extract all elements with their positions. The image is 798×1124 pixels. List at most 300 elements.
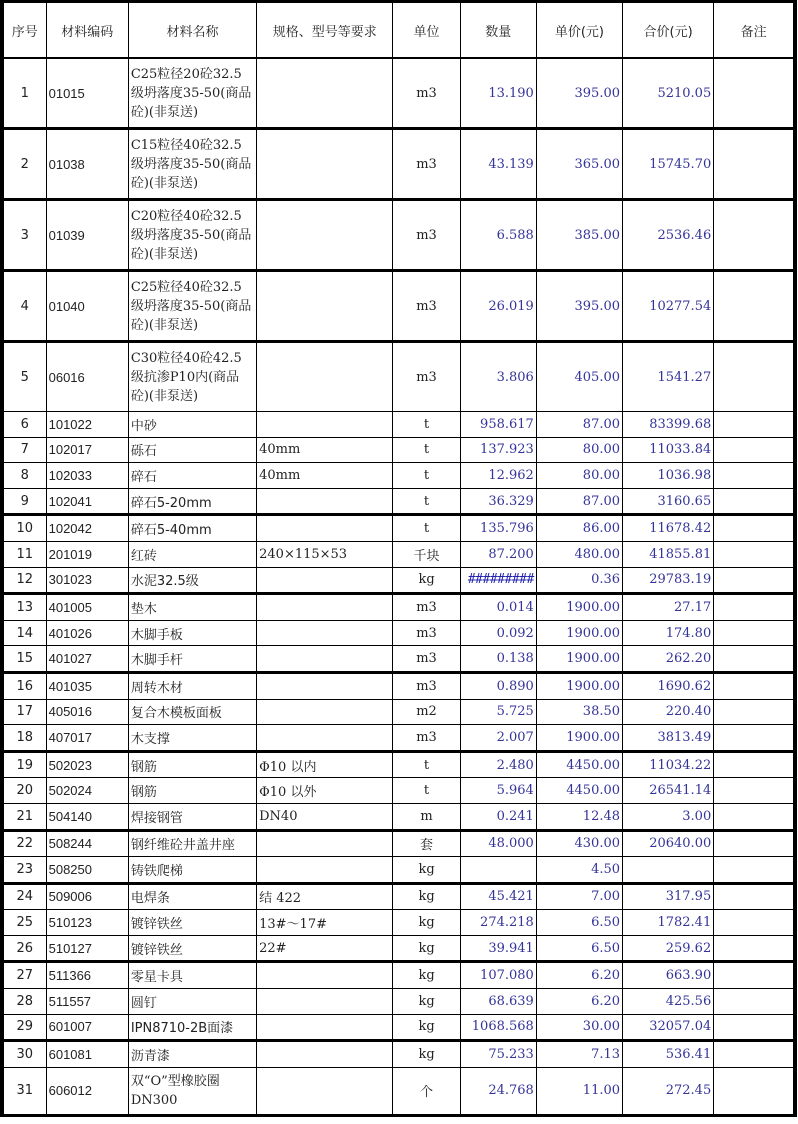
row-total[interactable]: 2536.46 — [623, 200, 714, 271]
row-seq[interactable]: 5 — [2, 342, 46, 412]
table-row — [2, 594, 795, 621]
row-spec[interactable] — [257, 58, 393, 129]
row-price[interactable]: 4.50 — [536, 857, 622, 884]
row-spec[interactable] — [257, 1014, 393, 1041]
row-code[interactable]: 102042 — [46, 515, 128, 542]
row-name[interactable]: 零星卡具 — [128, 962, 256, 989]
row-qty[interactable]: 0.890 — [460, 672, 536, 699]
row-spec[interactable]: Φ10 以外 — [257, 778, 393, 804]
row-name[interactable]: 中砂 — [128, 412, 256, 438]
table-row — [2, 463, 795, 489]
row-price[interactable]: 6.20 — [536, 962, 622, 989]
row-price[interactable]: 6.20 — [536, 989, 622, 1015]
row-total[interactable]: 29783.19 — [623, 567, 714, 594]
row-code[interactable]: 511366 — [46, 962, 128, 989]
row-note[interactable] — [714, 883, 795, 910]
row-total[interactable]: 11034.22 — [623, 751, 714, 778]
row-note[interactable] — [714, 1067, 795, 1115]
row-seq[interactable]: 6 — [2, 412, 46, 438]
row-spec[interactable] — [257, 646, 393, 673]
row-spec[interactable] — [257, 567, 393, 594]
row-total[interactable]: 3160.65 — [623, 488, 714, 515]
row-unit[interactable]: kg — [393, 1041, 460, 1068]
row-code[interactable]: 601007 — [46, 1014, 128, 1041]
row-code[interactable]: 510123 — [46, 910, 128, 936]
row-total[interactable]: 1782.41 — [623, 910, 714, 936]
row-seq[interactable]: 11 — [2, 541, 46, 567]
row-seq[interactable]: 9 — [2, 488, 46, 515]
row-qty[interactable]: 45.421 — [460, 883, 536, 910]
row-qty[interactable]: 13.190 — [460, 58, 536, 129]
row-price[interactable]: 4450.00 — [536, 778, 622, 804]
row-total[interactable]: 10277.54 — [623, 271, 714, 342]
row-unit[interactable]: 个 — [393, 1067, 460, 1115]
row-unit[interactable]: t — [393, 778, 460, 804]
row-price[interactable]: 4450.00 — [536, 751, 622, 778]
row-unit[interactable]: 套 — [393, 830, 460, 857]
row-price[interactable]: 30.00 — [536, 1014, 622, 1041]
row-unit[interactable]: t — [393, 751, 460, 778]
row-note[interactable] — [714, 699, 795, 725]
row-spec[interactable]: DN40 — [257, 803, 393, 830]
row-code[interactable]: 510127 — [46, 935, 128, 962]
row-code[interactable]: 502023 — [46, 751, 128, 778]
row-total[interactable]: 1541.27 — [623, 342, 714, 412]
row-unit[interactable]: m3 — [393, 725, 460, 752]
row-total[interactable]: 174.80 — [623, 620, 714, 646]
row-name[interactable]: 碎石 — [128, 463, 256, 489]
row-name[interactable]: 镀锌铁丝 — [128, 935, 256, 962]
row-unit[interactable]: t — [393, 488, 460, 515]
row-code[interactable]: 401027 — [46, 646, 128, 673]
row-note[interactable] — [714, 989, 795, 1015]
row-total[interactable]: 11033.84 — [623, 437, 714, 463]
row-qty[interactable]: 39.941 — [460, 935, 536, 962]
row-qty[interactable]: 107.080 — [460, 962, 536, 989]
table-row — [2, 962, 795, 989]
row-seq[interactable]: 4 — [2, 271, 46, 342]
row-seq[interactable]: 7 — [2, 437, 46, 463]
row-price[interactable]: 7.13 — [536, 1041, 622, 1068]
row-name[interactable]: 钢筋 — [128, 751, 256, 778]
row-name[interactable]: C20粒径40砼32.5级坍落度35-50(商品砼)(非泵送) — [128, 200, 256, 271]
row-spec[interactable] — [257, 200, 393, 271]
table-row — [2, 342, 795, 412]
row-name[interactable]: 镀锌铁丝 — [128, 910, 256, 936]
row-price[interactable]: 38.50 — [536, 699, 622, 725]
row-name[interactable]: 红砖 — [128, 541, 256, 567]
row-name[interactable]: 沥青漆 — [128, 1041, 256, 1068]
row-note[interactable] — [714, 725, 795, 752]
row-total[interactable]: 425.56 — [623, 989, 714, 1015]
row-total[interactable]: 3.00 — [623, 803, 714, 830]
row-seq[interactable]: 12 — [2, 567, 46, 594]
row-spec[interactable]: 13#～17# — [257, 910, 393, 936]
row-note[interactable] — [714, 412, 795, 438]
row-unit[interactable]: m3 — [393, 200, 460, 271]
row-seq[interactable]: 18 — [2, 725, 46, 752]
row-spec[interactable] — [257, 672, 393, 699]
row-qty[interactable]: 6.588 — [460, 200, 536, 271]
row-price[interactable]: 12.48 — [536, 803, 622, 830]
row-unit[interactable]: kg — [393, 910, 460, 936]
row-code[interactable]: 401026 — [46, 620, 128, 646]
row-qty[interactable]: 1068.568 — [460, 1014, 536, 1041]
row-name[interactable]: 木脚手板 — [128, 620, 256, 646]
row-code[interactable]: 06016 — [46, 342, 128, 412]
row-total[interactable]: 20640.00 — [623, 830, 714, 857]
row-spec[interactable]: 22# — [257, 935, 393, 962]
row-unit[interactable]: t — [393, 463, 460, 489]
row-name[interactable]: 周转木材 — [128, 672, 256, 699]
row-qty[interactable]: 137.923 — [460, 437, 536, 463]
row-spec[interactable] — [257, 342, 393, 412]
row-note[interactable] — [714, 342, 795, 412]
row-seq[interactable]: 26 — [2, 935, 46, 962]
row-total[interactable]: 262.20 — [623, 646, 714, 673]
row-seq[interactable]: 2 — [2, 129, 46, 200]
row-seq[interactable]: 15 — [2, 646, 46, 673]
row-total[interactable]: 1690.62 — [623, 672, 714, 699]
row-qty[interactable]: 2.480 — [460, 751, 536, 778]
row-note[interactable] — [714, 129, 795, 200]
row-total[interactable]: 317.95 — [623, 883, 714, 910]
row-name[interactable]: 垫木 — [128, 594, 256, 621]
row-unit[interactable]: m — [393, 803, 460, 830]
row-name[interactable]: 钢纤维砼井盖井座 — [128, 830, 256, 857]
row-total[interactable]: 1036.98 — [623, 463, 714, 489]
table-row — [2, 1014, 795, 1041]
row-price[interactable]: 11.00 — [536, 1067, 622, 1115]
table-row — [2, 200, 795, 271]
row-note[interactable] — [714, 1014, 795, 1041]
row-qty[interactable]: 36.329 — [460, 488, 536, 515]
row-price[interactable]: 7.00 — [536, 883, 622, 910]
row-note[interactable] — [714, 488, 795, 515]
row-unit[interactable]: m3 — [393, 58, 460, 129]
row-unit[interactable]: kg — [393, 883, 460, 910]
row-seq[interactable]: 20 — [2, 778, 46, 804]
row-note[interactable] — [714, 620, 795, 646]
row-code[interactable]: 102033 — [46, 463, 128, 489]
row-seq[interactable]: 23 — [2, 857, 46, 884]
row-code[interactable]: 301023 — [46, 567, 128, 594]
row-spec[interactable] — [257, 989, 393, 1015]
row-name[interactable]: C30粒径40砼42.5级抗渗P10内(商品砼)(非泵送) — [128, 342, 256, 412]
row-note[interactable] — [714, 594, 795, 621]
row-seq[interactable]: 1 — [2, 58, 46, 129]
row-unit[interactable]: 千块 — [393, 541, 460, 567]
table-row — [2, 515, 795, 542]
row-qty[interactable]: 5.725 — [460, 699, 536, 725]
row-qty[interactable]: 3.806 — [460, 342, 536, 412]
row-total[interactable]: 5210.05 — [623, 58, 714, 129]
row-spec[interactable] — [257, 515, 393, 542]
row-total[interactable]: 41855.81 — [623, 541, 714, 567]
row-name[interactable]: 双“O”型橡胶圈DN300 — [128, 1067, 256, 1115]
header-total: 合价(元) — [623, 2, 714, 59]
row-spec[interactable] — [257, 830, 393, 857]
row-name[interactable]: 焊接钢管 — [128, 803, 256, 830]
row-price[interactable]: 1900.00 — [536, 646, 622, 673]
row-total[interactable]: 26541.14 — [623, 778, 714, 804]
header-price: 单价(元) — [536, 2, 622, 59]
row-note[interactable] — [714, 1041, 795, 1068]
row-code[interactable]: 508244 — [46, 830, 128, 857]
row-total[interactable]: 272.45 — [623, 1067, 714, 1115]
row-price[interactable]: 80.00 — [536, 463, 622, 489]
row-name[interactable]: 砾石 — [128, 437, 256, 463]
row-seq[interactable]: 10 — [2, 515, 46, 542]
row-qty[interactable]: 958.617 — [460, 412, 536, 438]
row-price[interactable]: 405.00 — [536, 342, 622, 412]
table-row — [2, 935, 795, 962]
row-code[interactable]: 407017 — [46, 725, 128, 752]
row-seq[interactable]: 25 — [2, 910, 46, 936]
row-spec[interactable] — [257, 488, 393, 515]
row-code[interactable]: 601081 — [46, 1041, 128, 1068]
row-name[interactable]: 圆钉 — [128, 989, 256, 1015]
row-price[interactable]: 1900.00 — [536, 725, 622, 752]
row-price[interactable]: 80.00 — [536, 437, 622, 463]
row-name[interactable]: 钢筋 — [128, 778, 256, 804]
row-seq[interactable]: 14 — [2, 620, 46, 646]
row-spec[interactable] — [257, 594, 393, 621]
table-row — [2, 620, 795, 646]
row-price[interactable]: 395.00 — [536, 271, 622, 342]
row-seq[interactable]: 31 — [2, 1067, 46, 1115]
row-unit[interactable]: kg — [393, 989, 460, 1015]
row-qty[interactable]: 5.964 — [460, 778, 536, 804]
row-unit[interactable]: kg — [393, 962, 460, 989]
row-spec[interactable] — [257, 699, 393, 725]
row-qty[interactable]: ######### — [460, 567, 536, 594]
row-note[interactable] — [714, 200, 795, 271]
row-code[interactable]: 606012 — [46, 1067, 128, 1115]
row-qty[interactable]: 0.241 — [460, 803, 536, 830]
row-seq[interactable]: 16 — [2, 672, 46, 699]
row-total[interactable]: 536.41 — [623, 1041, 714, 1068]
row-code[interactable]: 502024 — [46, 778, 128, 804]
row-total[interactable]: 15745.70 — [623, 129, 714, 200]
row-name[interactable]: 碎石5-20mm — [128, 488, 256, 515]
row-note[interactable] — [714, 463, 795, 489]
row-price[interactable]: 6.50 — [536, 910, 622, 936]
row-seq[interactable]: 28 — [2, 989, 46, 1015]
row-note[interactable] — [714, 646, 795, 673]
row-qty[interactable]: 0.014 — [460, 594, 536, 621]
row-total[interactable]: 11678.42 — [623, 515, 714, 542]
row-unit[interactable]: m3 — [393, 271, 460, 342]
row-unit[interactable]: m3 — [393, 620, 460, 646]
row-price[interactable]: 385.00 — [536, 200, 622, 271]
row-seq[interactable]: 22 — [2, 830, 46, 857]
row-name[interactable]: 木脚手杆 — [128, 646, 256, 673]
row-price[interactable]: 480.00 — [536, 541, 622, 567]
row-qty[interactable]: 87.200 — [460, 541, 536, 567]
row-price[interactable]: 0.36 — [536, 567, 622, 594]
row-spec[interactable] — [257, 857, 393, 884]
row-name[interactable]: 电焊条 — [128, 883, 256, 910]
row-total[interactable]: 32057.04 — [623, 1014, 714, 1041]
row-spec[interactable] — [257, 725, 393, 752]
row-total[interactable]: 27.17 — [623, 594, 714, 621]
row-code[interactable]: 401035 — [46, 672, 128, 699]
row-name[interactable]: 木支撑 — [128, 725, 256, 752]
row-seq[interactable]: 17 — [2, 699, 46, 725]
row-name[interactable]: C25粒径40砼32.5级坍落度35-50(商品砼)(非泵送) — [128, 271, 256, 342]
row-code[interactable]: 201019 — [46, 541, 128, 567]
table-row — [2, 541, 795, 567]
row-total[interactable]: 220.40 — [623, 699, 714, 725]
row-note[interactable] — [714, 778, 795, 804]
row-qty[interactable]: 75.233 — [460, 1041, 536, 1068]
row-unit[interactable]: kg — [393, 857, 460, 884]
row-note[interactable] — [714, 58, 795, 129]
row-seq[interactable]: 27 — [2, 962, 46, 989]
row-qty[interactable]: 12.962 — [460, 463, 536, 489]
row-qty[interactable]: 135.796 — [460, 515, 536, 542]
row-qty[interactable]: 274.218 — [460, 910, 536, 936]
row-code[interactable]: 509006 — [46, 883, 128, 910]
row-note[interactable] — [714, 437, 795, 463]
row-price[interactable]: 430.00 — [536, 830, 622, 857]
row-note[interactable] — [714, 567, 795, 594]
row-name[interactable]: C25粒径20砼32.5级坍落度35-50(商品砼)(非泵送) — [128, 58, 256, 129]
row-total[interactable] — [623, 857, 714, 884]
row-spec[interactable]: Φ10 以内 — [257, 751, 393, 778]
row-unit[interactable]: kg — [393, 1014, 460, 1041]
row-spec[interactable]: 40mm — [257, 463, 393, 489]
table-row — [2, 751, 795, 778]
row-qty[interactable]: 26.019 — [460, 271, 536, 342]
row-qty[interactable]: 68.639 — [460, 989, 536, 1015]
row-spec[interactable]: 结 422 — [257, 883, 393, 910]
row-price[interactable]: 86.00 — [536, 515, 622, 542]
row-unit[interactable]: kg — [393, 935, 460, 962]
row-spec[interactable] — [257, 620, 393, 646]
row-unit[interactable]: m2 — [393, 699, 460, 725]
row-code[interactable]: 405016 — [46, 699, 128, 725]
row-code[interactable]: 01038 — [46, 129, 128, 200]
row-price[interactable]: 87.00 — [536, 488, 622, 515]
row-unit[interactable]: m3 — [393, 342, 460, 412]
row-name[interactable]: 碎石5-40mm — [128, 515, 256, 542]
row-note[interactable] — [714, 962, 795, 989]
row-note[interactable] — [714, 751, 795, 778]
row-qty[interactable]: 0.138 — [460, 646, 536, 673]
row-seq[interactable]: 24 — [2, 883, 46, 910]
row-price[interactable]: 6.50 — [536, 935, 622, 962]
header-code: 材料编码 — [46, 2, 128, 59]
row-qty[interactable]: 24.768 — [460, 1067, 536, 1115]
row-code[interactable]: 102017 — [46, 437, 128, 463]
row-note[interactable] — [714, 857, 795, 884]
row-code[interactable]: 01039 — [46, 200, 128, 271]
row-note[interactable] — [714, 672, 795, 699]
row-seq[interactable]: 21 — [2, 803, 46, 830]
row-note[interactable] — [714, 910, 795, 936]
row-code[interactable]: 101022 — [46, 412, 128, 438]
row-name[interactable]: 水泥32.5级 — [128, 567, 256, 594]
row-total[interactable]: 259.62 — [623, 935, 714, 962]
row-total[interactable]: 83399.68 — [623, 412, 714, 438]
row-spec[interactable] — [257, 1041, 393, 1068]
row-spec[interactable] — [257, 129, 393, 200]
row-code[interactable]: 01015 — [46, 58, 128, 129]
row-qty[interactable]: 2.007 — [460, 725, 536, 752]
row-seq[interactable]: 29 — [2, 1014, 46, 1041]
row-price[interactable]: 1900.00 — [536, 672, 622, 699]
row-note[interactable] — [714, 830, 795, 857]
table-row — [2, 672, 795, 699]
table-row — [2, 58, 795, 129]
row-note[interactable] — [714, 935, 795, 962]
row-price[interactable]: 395.00 — [536, 58, 622, 129]
table-row — [2, 567, 795, 594]
row-price[interactable]: 87.00 — [536, 412, 622, 438]
row-spec[interactable] — [257, 962, 393, 989]
row-code[interactable]: 504140 — [46, 803, 128, 830]
row-note[interactable] — [714, 541, 795, 567]
row-unit[interactable]: m3 — [393, 672, 460, 699]
row-code[interactable]: 01040 — [46, 271, 128, 342]
header-row — [2, 2, 795, 59]
row-qty[interactable]: 48.000 — [460, 830, 536, 857]
row-name[interactable]: C15粒径40砼32.5级坍落度35-50(商品砼)(非泵送) — [128, 129, 256, 200]
row-spec[interactable]: 240×115×53 — [257, 541, 393, 567]
row-name[interactable]: 铸铁爬梯 — [128, 857, 256, 884]
row-note[interactable] — [714, 803, 795, 830]
table-row — [2, 271, 795, 342]
row-unit[interactable]: m3 — [393, 594, 460, 621]
row-note[interactable] — [714, 271, 795, 342]
table-row — [2, 830, 795, 857]
row-code[interactable]: 102041 — [46, 488, 128, 515]
row-qty[interactable]: 43.139 — [460, 129, 536, 200]
row-unit[interactable]: m3 — [393, 129, 460, 200]
row-code[interactable]: 511557 — [46, 989, 128, 1015]
row-qty[interactable]: 0.092 — [460, 620, 536, 646]
row-price[interactable]: 365.00 — [536, 129, 622, 200]
row-price[interactable]: 1900.00 — [536, 620, 622, 646]
row-seq[interactable]: 8 — [2, 463, 46, 489]
row-unit[interactable]: kg — [393, 567, 460, 594]
row-spec[interactable] — [257, 412, 393, 438]
row-spec[interactable]: 40mm — [257, 437, 393, 463]
row-code[interactable]: 401005 — [46, 594, 128, 621]
row-unit[interactable]: t — [393, 437, 460, 463]
row-spec[interactable] — [257, 271, 393, 342]
row-unit[interactable]: t — [393, 412, 460, 438]
row-spec[interactable] — [257, 1067, 393, 1115]
row-unit[interactable]: t — [393, 515, 460, 542]
table-body — [2, 58, 795, 1115]
row-unit[interactable]: m3 — [393, 646, 460, 673]
row-code[interactable]: 508250 — [46, 857, 128, 884]
row-seq[interactable]: 30 — [2, 1041, 46, 1068]
row-note[interactable] — [714, 515, 795, 542]
row-name[interactable]: IPN8710-2B面漆 — [128, 1014, 256, 1041]
row-qty[interactable] — [460, 857, 536, 884]
row-price[interactable]: 1900.00 — [536, 594, 622, 621]
row-total[interactable]: 663.90 — [623, 962, 714, 989]
row-name[interactable]: 复合木模板面板 — [128, 699, 256, 725]
row-total[interactable]: 3813.49 — [623, 725, 714, 752]
row-seq[interactable]: 13 — [2, 594, 46, 621]
row-seq[interactable]: 19 — [2, 751, 46, 778]
row-seq[interactable]: 3 — [2, 200, 46, 271]
